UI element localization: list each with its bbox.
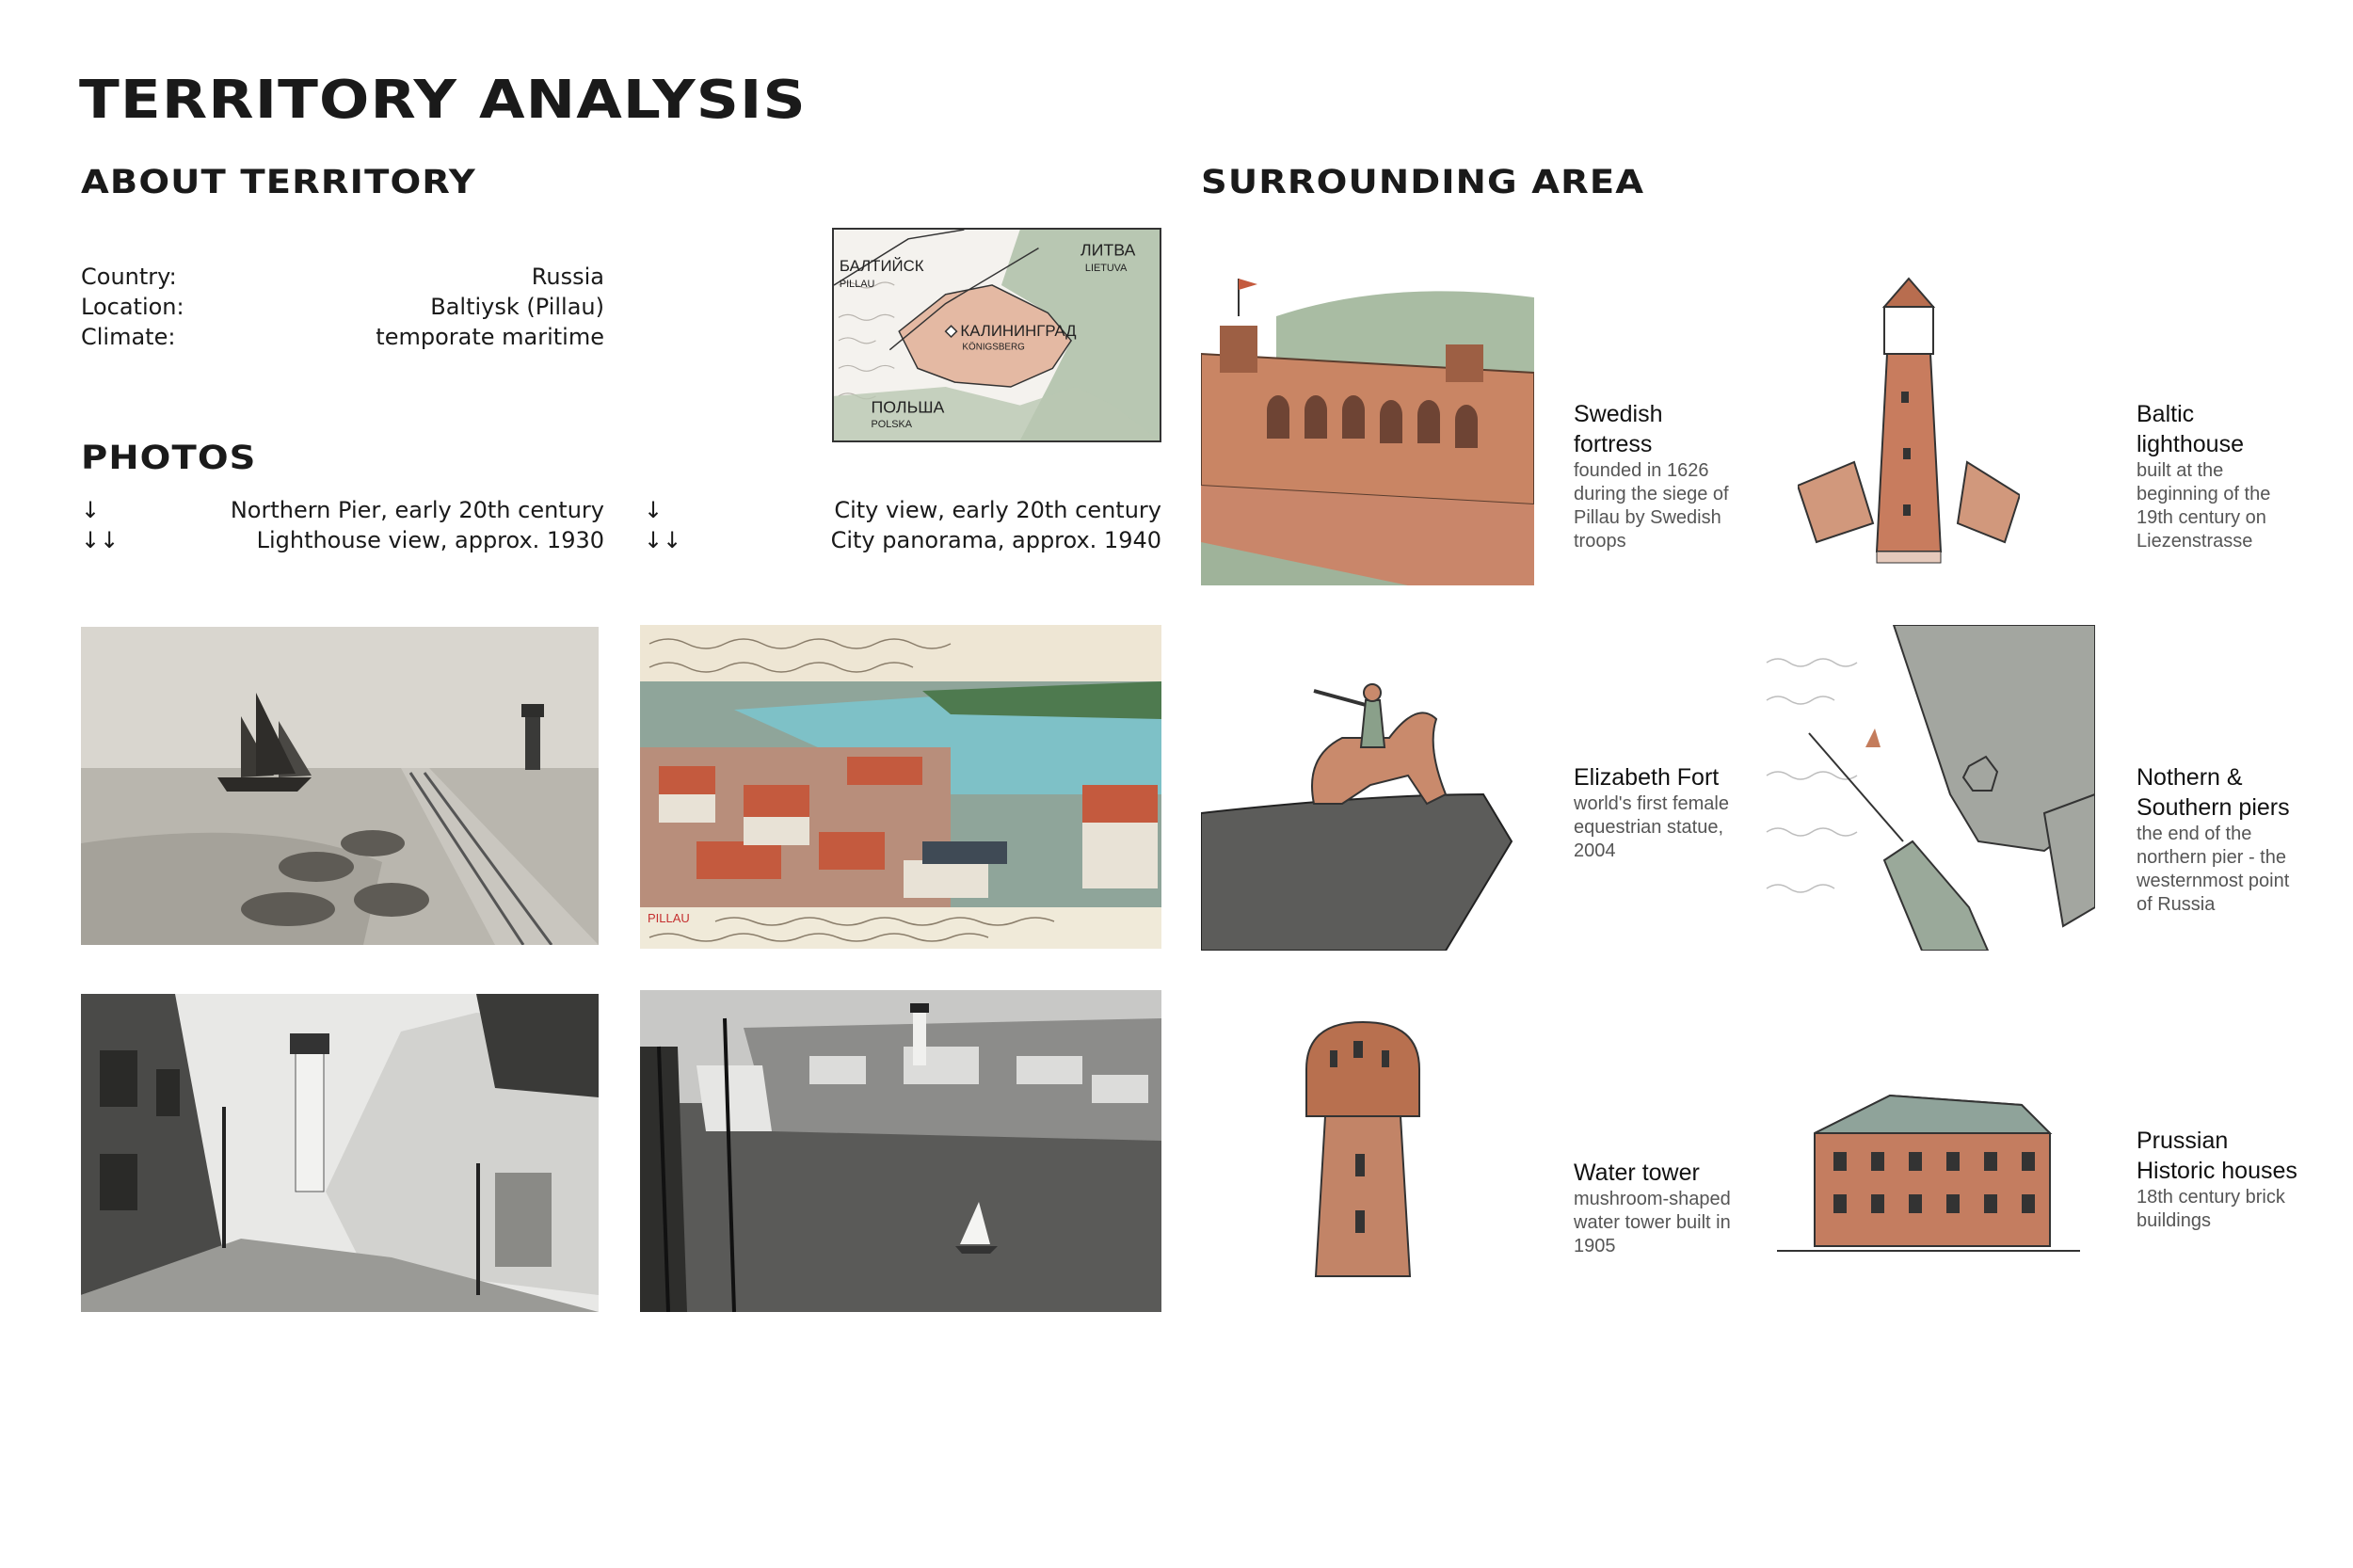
desc-title: Swedish fortress [1574, 401, 1663, 457]
sketch-swedish-fortress [1201, 260, 1534, 585]
map-label-polsha: ПОЛЬША [871, 397, 945, 417]
territory-info [81, 262, 604, 352]
map-label-lietuva: LIETUVA [1084, 263, 1128, 275]
desc-text: founded in 1626 during the siege of Pillau by Swedish troops [1574, 460, 1729, 552]
sketch-elizabeth-fort [1201, 681, 1529, 951]
desc-text: built at the beginning of the 19th century on Liezenstrasse [2137, 460, 2271, 552]
desc-baltic-lighthouse [2137, 399, 2306, 553]
photo-northern-pier [81, 627, 599, 945]
desc-text: 18th century brick buildings [2137, 1187, 2285, 1231]
desc-prussian-houses [2137, 1126, 2306, 1233]
arrow-down-icon: ↓ [81, 497, 101, 523]
map-label-kaliningrad: КАЛИНИНГРАД [960, 322, 1077, 340]
map-label-konigsberg: KÖNIGSBERG [962, 342, 1025, 353]
desc-title: Elizabeth Fort [1574, 764, 1720, 791]
info-row-country [81, 262, 604, 292]
desc-title: Prussian Historic houses [2137, 1128, 2297, 1184]
postcard-label: PILLAU [648, 911, 690, 925]
caption-text: City view, early 20th century [834, 497, 1161, 523]
desc-title: Baltic lighthouse [2137, 401, 2244, 457]
desc-piers [2137, 762, 2306, 917]
page-title: TERRITORY ANALYSIS [79, 70, 807, 131]
sketch-water-tower [1288, 1013, 1438, 1295]
info-value: temporate maritime [376, 324, 604, 350]
info-label: Country: [81, 264, 177, 290]
caption-row [644, 525, 1161, 555]
double-arrow-down-icon: ↓↓ [644, 527, 682, 553]
info-row-location [81, 292, 604, 322]
sketch-prussian-houses [1777, 1077, 2080, 1261]
info-label: Location: [81, 294, 184, 320]
surrounding-heading: SURROUNDING AREA [1201, 164, 1645, 201]
photos-heading: PHOTOS [81, 440, 257, 477]
arrow-down-icon: ↓ [644, 497, 664, 523]
map-label-polska: POLSKA [871, 419, 913, 431]
about-heading: ABOUT TERRITORY [81, 164, 476, 201]
caption-text: Northern Pier, early 20th century [230, 497, 604, 523]
photo-captions-right [644, 495, 1161, 555]
caption-row [81, 525, 604, 555]
desc-title: Nothern & Southern piers [2137, 764, 2290, 821]
photo-lighthouse-street [81, 994, 599, 1312]
desc-elizabeth-fort [1574, 762, 1743, 863]
photo-captions-left [81, 495, 604, 555]
desc-swedish-fortress [1574, 399, 1743, 553]
desc-title: Water tower [1574, 1160, 1700, 1186]
double-arrow-down-icon: ↓↓ [81, 527, 120, 553]
desc-text: mushroom-shaped water tower built in 1905 [1574, 1189, 1731, 1256]
sketch-piers-map [1762, 625, 2095, 951]
caption-text: Lighthouse view, approx. 1930 [256, 527, 604, 553]
map-label-baltiysk: БАЛТИЙСК [839, 257, 924, 276]
photo-city-panorama [640, 990, 1161, 1312]
info-value: Baltiysk (Pillau) [430, 294, 604, 320]
info-row-climate [81, 322, 604, 352]
region-map [832, 228, 1161, 442]
photo-city-view [640, 625, 1161, 949]
map-label-litva: ЛИТВА [1080, 240, 1136, 260]
caption-row [644, 495, 1161, 525]
info-label: Climate: [81, 324, 176, 350]
desc-text: world's first female equestrian statue, 2004 [1574, 793, 1729, 861]
desc-water-tower [1574, 1158, 1743, 1258]
sketch-baltic-lighthouse [1798, 269, 2020, 572]
map-label-pillau: PILLAU [839, 278, 875, 290]
caption-row [81, 495, 604, 525]
info-value: Russia [531, 264, 604, 290]
desc-text: the end of the northern pier - the westernmost point of Russia [2137, 824, 2290, 915]
caption-text: City panorama, approx. 1940 [830, 527, 1161, 553]
